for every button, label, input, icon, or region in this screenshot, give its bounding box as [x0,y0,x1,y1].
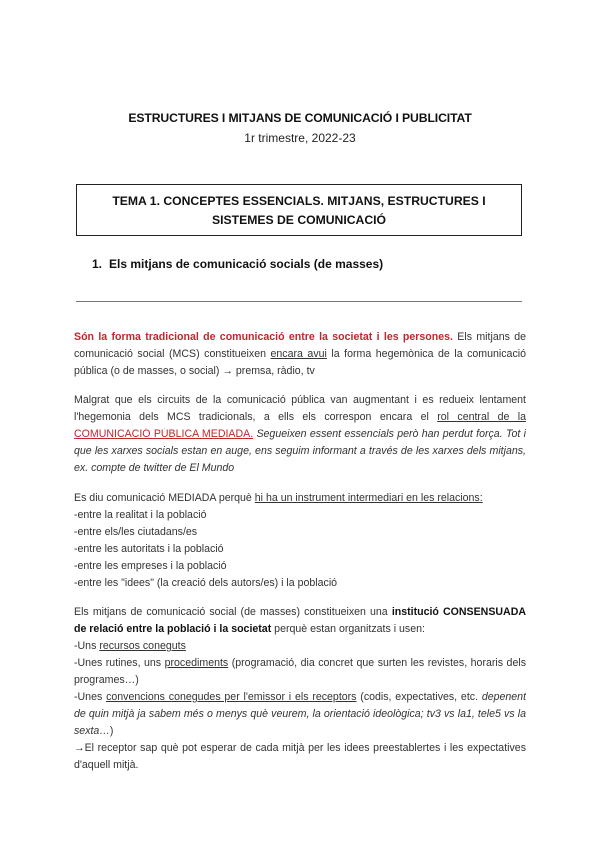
section-heading [92,257,383,271]
section-number: 1. [92,257,103,271]
p4-line-8-italic: sexta… [74,725,110,737]
p4-underline-1: recursos coneguts [99,640,186,652]
list-item: -entre els/les ciutadans/es [74,526,198,538]
p3-intro [74,492,526,505]
p2-red-underline: COMUNICACIÓ PÚBLICA MEDIADA. [74,428,254,440]
topic-title-line-1: TEMA 1. CONCEPTES ESSENCIALS. MITJANS, ESTRUCTURES I [112,194,486,208]
list-item: -entre les autoritats i la població [74,543,224,555]
p4-line-9: →El receptor sap què pot esperar de cada mitjà per les idees preestablertes i les expectatives [74,742,526,754]
section-title: Els mitjans de comunicació socials (de masses) [109,257,384,271]
p4-line-5: programes…) [74,674,139,686]
p1-highlight: Són la forma tradicional de comunicació entre la societat i les persones. [74,331,453,343]
p4-line-6 [74,691,526,704]
p4-line-2-rest: perquè estan organitzats i usen: [271,623,425,635]
horizontal-rule [76,301,522,302]
p1-line-1-rest: Els mitjans de [452,331,526,343]
p2-line-3-italic: Segueixen essent essencials però han perdut força. Tot i [253,428,526,440]
p4-line-4-text: -Unes rutines, uns [74,657,165,669]
p4-underline-3: convencions conegudes per l'emissor i els receptors [106,691,357,703]
p1-line-1 [74,331,526,344]
document-title: ESTRUCTURES I MITJANS DE COMUNICACIÓ I PUBLICITAT [128,111,472,125]
p4-line-4 [74,657,526,670]
p4-line-8-rest: ) [109,725,114,737]
topic-box [76,184,522,236]
p2-line-1: Malgrat que els circuits de la comunicació pública van augmentant i es redueix lentament [74,394,526,406]
p2-line-2 [74,411,526,424]
p3-intro-text: Es diu comunicació MEDIADA perquè [74,492,255,504]
p4-line-1 [74,606,526,619]
p4-bold-1: institució CONSENSUADA [391,606,526,618]
p1-line-2-text: comunicació social (MCS) constitueixen [74,348,271,360]
p1-line-2-end: la forma hegemònica de la comunicació [326,348,526,360]
p2-underline: rol central de la [437,411,526,423]
p2-line-3 [74,428,526,441]
list-item: -entre les empreses i la població [74,560,227,572]
p4-line-3 [74,640,526,653]
p1-line-3: pública (o de masses, o social) → premsa, ràdio, tv [74,365,315,377]
list-item: -entre la realitat i la població [74,509,207,521]
p2-line-5: ex. compte de twitter de El Mundo [74,462,235,474]
p4-line-6-text: -Unes [74,691,107,703]
p4-line-6-italic: depenent [481,691,526,703]
p1-underline: encara avui [270,348,327,360]
p4-line-3-text: -Uns [74,640,100,652]
p4-line-10: d'aquell mitjà. [74,759,139,771]
p4-underline-2: procediments [164,657,229,669]
document-subtitle: 1r trimestre, 2022-23 [244,131,356,145]
p4-line-2 [74,623,526,636]
list-item: -entre les "idees" (la creació dels autors/es) i la població [74,577,338,589]
p4-line-7: de quin mitjà ja sabem més o menys què veurem, la orientació ideològica; tv3 vs la1, tele5 vs la [74,708,526,720]
p4-line-1-text: Els mitjans de comunicació social (de masses) constitueixen una [74,606,392,618]
p1-line-2 [74,348,526,361]
topic-title-line-2: SISTEMES DE COMUNICACIÓ [211,213,387,227]
p4-line-8 [74,725,526,738]
p4-bold-2: de relació entre la població i la societat [74,623,272,635]
p2-line-4: que les xarxes socials estan en auge, ens seguim informant a través de les xarxes dels mitjans, [74,445,526,457]
p4-line-6-mid: (codis, expectatives, etc. [356,691,482,703]
p4-line-4-end: (programació, dia concret que surten les revistes, horaris dels [228,657,526,669]
p3-underline: hi ha un instrument intermediari en les relacions: [254,492,483,504]
p2-line-2-text: l'hegemonia dels MCS tradicionals, a ells els correspon encara el [74,411,438,423]
